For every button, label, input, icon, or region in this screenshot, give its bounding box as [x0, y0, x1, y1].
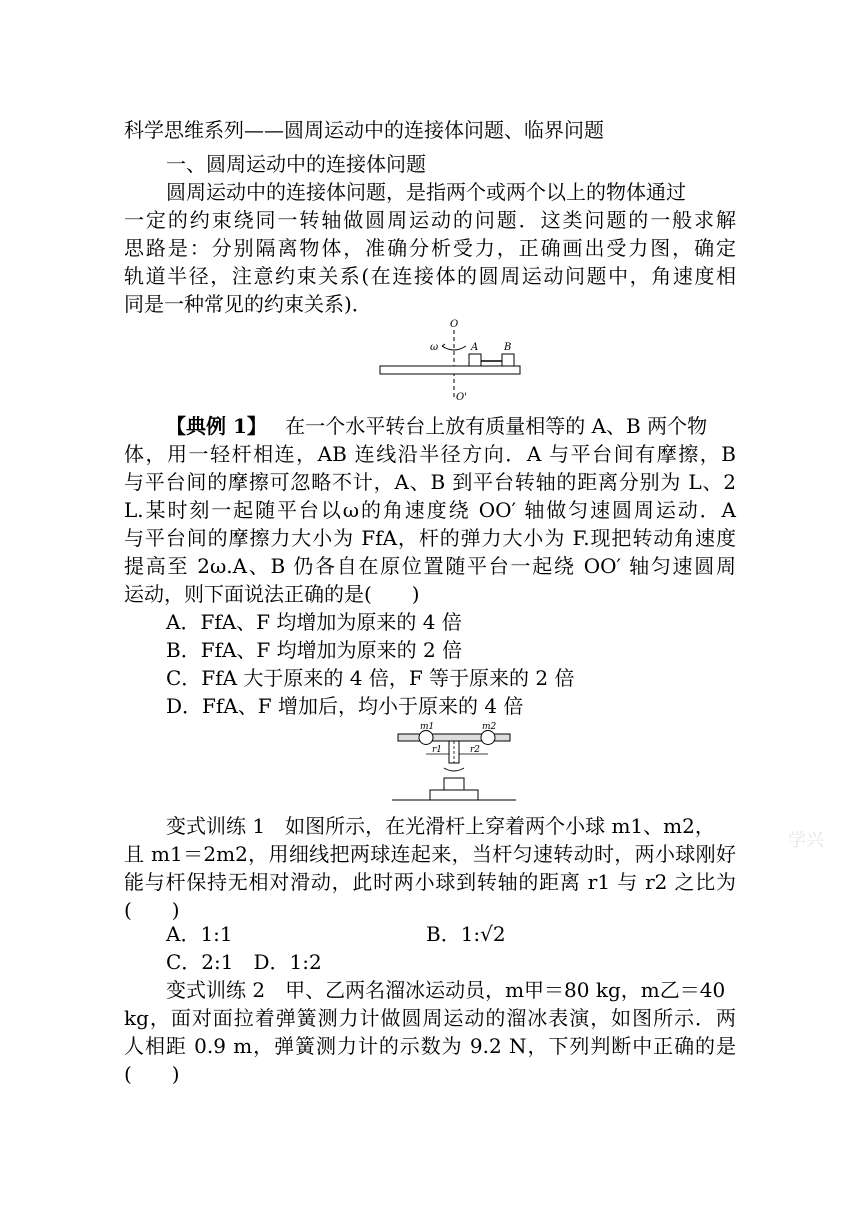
paragraph-line: 圆周运动中的连接体问题，是指两个或两个以上的物体通过: [166, 180, 686, 204]
example-line: 与平台间的摩擦可忽略不计，A、B 到平台转轴的距离分别为 L、2: [124, 470, 736, 494]
document-title: 科学思维系列——圆周运动中的连接体问题、临界问题: [124, 118, 604, 142]
label-r2: r2: [470, 745, 481, 755]
variant-1-options-cd: C．2:1 D．1:2: [166, 950, 322, 974]
example-line: 运动，则下面说法正确的是( ): [124, 582, 420, 606]
example-line: 与平台间的摩擦力大小为 FfA，杆的弹力大小为 F.现把转动角速度: [124, 526, 736, 550]
variant-1-line: 且 m1＝2m2，用细线把两球连起来，当杆匀速转动时，两小球刚好: [124, 842, 736, 866]
paragraph-line: 思路是：分别隔离物体，准确分析受力，正确画出受力图，确定: [124, 236, 736, 260]
label-O-prime: O': [456, 392, 467, 402]
label-r1: r1: [432, 745, 443, 755]
paragraph-line: 轨道半径，注意约束关系(在连接体的圆周运动问题中，角速度相: [124, 264, 736, 288]
turntable-figure: [372, 316, 528, 402]
variant-2-line: kg，面对面拉着弹簧测力计做圆周运动的溜冰表演，如图所示．两: [124, 1006, 736, 1030]
watermark: 学兴: [788, 830, 824, 851]
option-c: C．FfA 大于原来的 4 倍，F 等于原来的 2 倍: [166, 666, 575, 690]
variant-1-option-a: A．1:1: [166, 922, 233, 946]
option-d: D．FfA、F 增加后，均小于原来的 4 倍: [166, 694, 524, 718]
variant-2-line: ( ): [124, 1062, 180, 1086]
section-heading: 一、圆周运动中的连接体问题: [166, 152, 426, 176]
variant-2-line: 变式训练 2 甲、乙两名溜冰运动员，m甲＝80 kg，m乙＝40: [166, 978, 726, 1002]
variant-2-line: 人相距 0.9 m，弹簧测力计的示数为 9.2 N，下列判断中正确的是: [124, 1034, 736, 1058]
example-text: 在一个水平转台上放有质量相等的 A、B 两个物: [285, 414, 708, 438]
label-m1: m1: [420, 722, 435, 732]
label-B: B: [504, 342, 512, 353]
label-A: A: [471, 342, 479, 353]
label-O: O: [450, 319, 459, 330]
example-line: 体，用一轻杆相连，AB 连线沿半径方向．A 与平台间有摩擦，B: [124, 442, 736, 466]
variant-1-line: ( ): [124, 898, 180, 922]
label-omega: ω: [430, 342, 439, 353]
option-b: B．FfA、F 均增加为原来的 2 倍: [166, 638, 463, 662]
example-tag: 【典例 1】: [166, 414, 267, 438]
example-1-line: [166, 412, 707, 440]
example-line: 提高至 2ω.A、B 仍各自在原位置随平台一起绕 OO′ 轴匀速圆周: [124, 554, 736, 578]
example-line: L.某时刻一起随平台以ω的角速度绕 OO′ 轴做匀速圆周运动．A: [124, 498, 736, 522]
variant-1-line: 变式训练 1 如图所示，在光滑杆上穿着两个小球 m1、m2，: [166, 814, 715, 838]
paragraph-line: 一定的约束绕同一转轴做圆周运动的问题．这类问题的一般求解: [124, 208, 736, 232]
variant-1-option-b: B．1:√2: [426, 922, 506, 946]
label-m2: m2: [482, 722, 497, 732]
paragraph-line: 同是一种常见的约束关系)．: [124, 292, 372, 316]
variant-1-line: 能与杆保持无相对滑动，此时两小球到转轴的距离 r1 与 r2 之比为: [124, 870, 736, 894]
option-a: A．FfA、F 均增加为原来的 4 倍: [166, 610, 462, 634]
rod-balls-figure: [392, 718, 516, 804]
